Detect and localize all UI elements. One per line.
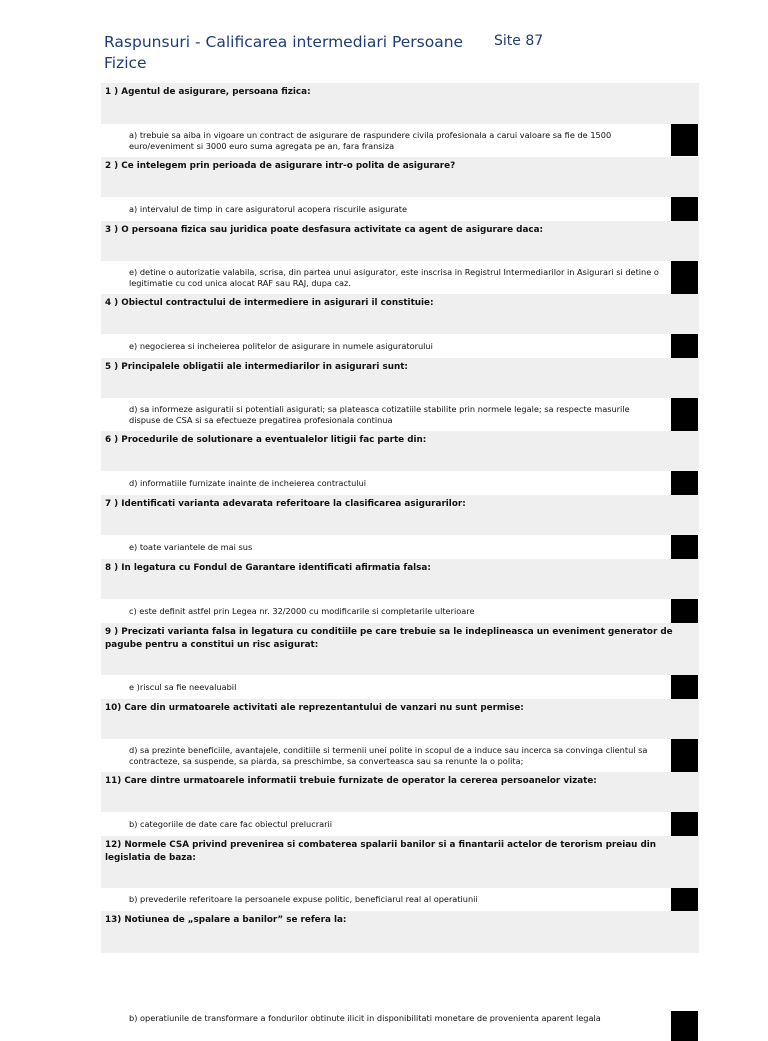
- answer-marker: [671, 334, 698, 358]
- question-block: [101, 836, 699, 911]
- question-block: [101, 221, 699, 294]
- answer-row: [101, 261, 699, 294]
- question-block: [101, 495, 699, 559]
- answer-text: b) operatiunile de transformare a fondurilor obtinute ilicit in disponibilitati monetare de provenienta aparent legala: [129, 1012, 601, 1023]
- answer-text: e )riscul sa fie neevaluabil: [129, 681, 237, 692]
- answer-row: [101, 398, 699, 431]
- answer-text: a) trebuie sa aiba in vigoare un contract de asigurare de raspundere civila profesionala a carui valoare sa fie de 1500 euro/eveniment si 3000 euro suma agregata pe an, fara fransiza: [129, 130, 612, 151]
- answer-marker: [671, 197, 698, 221]
- question-block: [101, 294, 699, 358]
- answer-text: a) intervalul de timp in care asiguratorul acopera riscurile asigurate: [129, 203, 408, 214]
- answer-row: [101, 197, 699, 221]
- answer-row: [101, 599, 699, 623]
- question-block: [101, 559, 699, 623]
- answer-marker: [671, 1011, 698, 1041]
- question-text: 13) Notiunea de „spalare a banilor” se refera la:: [101, 911, 699, 953]
- question-text: 12) Normele CSA privind prevenirea si combaterea spalarii banilor si a finantarii actelor de terorism preiau din legislatia de baza:: [101, 836, 699, 888]
- page-header: [104, 32, 704, 76]
- answer-text: d) sa prezinte beneficiile, avantajele, conditiile si termenii unei polite in scopul de a induce sau incerca sa convinga clientul sa contracteze, sa suspende, sa piarda, sa preschimbe, sa converteasca sau sa renunte la o polita;: [129, 745, 648, 766]
- answer-text: b) categoriile de date care fac obiectul prelucrarii: [129, 818, 333, 829]
- answer-marker: [671, 675, 698, 699]
- question-block: [101, 431, 699, 495]
- answer-marker: [671, 812, 698, 836]
- question-text: 10) Care din urmatoarele activitati ale reprezentantului de vanzari nu sunt permise:: [101, 699, 699, 739]
- site-number: Site 87: [494, 33, 544, 49]
- answer-row: [101, 888, 699, 911]
- answer-text: b) prevederile referitoare la persoanele expuse politic, beneficiarul real al operatiunii: [129, 894, 478, 905]
- question-text: 4 ) Obiectul contractului de intermediere in asigurari il constituie:: [101, 294, 699, 334]
- answer-text: e) detine o autorizatie valabila, scrisa, din partea unui asigurator, este inscrisa in Registrul Intermediarilor in Asigurari si detine o legitimatie cu cod unica alocat RAF sau RAJ, dupa caz.: [129, 267, 659, 288]
- question-block: [101, 911, 699, 1023]
- answer-text: d) sa informeze asiguratii si potentiali asigurati; sa plateasca cotizatiile stabilite prin normele legale; sa respecte masurile dispuse de CSA si sa efectueze pregatirea profesionala continua: [129, 404, 630, 425]
- answer-row: [101, 471, 699, 495]
- question-block: [101, 772, 699, 836]
- answer-marker: [671, 124, 698, 156]
- answer-marker: [671, 471, 698, 495]
- answer-marker: [671, 599, 698, 623]
- answer-text: e) toate variantele de mai sus: [129, 541, 253, 552]
- question-block: [101, 699, 699, 772]
- question-block: [101, 623, 699, 699]
- answer-text: c) este definit astfel prin Legea nr. 32/2000 cu modificarile si completarile ulterioare: [129, 605, 475, 616]
- answer-row: [101, 739, 699, 772]
- page-title: Raspunsuri - Calificarea intermediari Persoane Fizice: [104, 33, 464, 72]
- answer-row: [101, 812, 699, 836]
- question-text: 11) Care dintre urmatoarele informatii trebuie furnizate de operator la cererea persoanelor vizate:: [101, 772, 699, 812]
- answer-marker: [671, 888, 698, 911]
- question-block: [101, 358, 699, 431]
- answer-marker: [671, 261, 698, 294]
- answer-row: [101, 675, 699, 699]
- question-text: 1 ) Agentul de asigurare, persoana fizica:: [101, 83, 699, 124]
- question-text: 3 ) O persoana fizica sau juridica poate desfasura activitate ca agent de asigurare daca:: [101, 221, 699, 261]
- question-block: [101, 83, 699, 157]
- question-text: 7 ) Identificati varianta adevarata referitoare la clasificarea asigurarilor:: [101, 495, 699, 535]
- question-text: 8 ) In legatura cu Fondul de Garantare identificati afirmatia falsa:: [101, 559, 699, 599]
- answer-row: [101, 124, 699, 157]
- answer-row: [101, 334, 699, 358]
- question-text: 9 ) Precizati varianta falsa in legatura cu conditiile pe care trebuie sa le indeplineasca un eveniment generator de pagube pentru a constitui un risc asigurat:: [101, 623, 699, 675]
- question-text: 2 ) Ce intelegem prin perioada de asigurare intr-o polita de asigurare?: [101, 157, 699, 197]
- answer-marker: [671, 398, 698, 431]
- answer-row: [101, 535, 699, 559]
- question-text: 6 ) Procedurile de solutionare a eventualelor litigii fac parte din:: [101, 431, 699, 471]
- question-block: [101, 157, 699, 221]
- answer-row: [101, 953, 699, 1023]
- answer-marker: [671, 535, 698, 559]
- questions-list: [101, 83, 699, 1023]
- answer-text: d) informatiile furnizate inainte de incheierea contractului: [129, 477, 367, 488]
- answer-marker: [671, 739, 698, 772]
- answer-text: e) negocierea si incheierea politelor de asigurare in numele asiguratorului: [129, 340, 433, 351]
- question-text: 5 ) Principalele obligatii ale intermediarilor in asigurari sunt:: [101, 358, 699, 398]
